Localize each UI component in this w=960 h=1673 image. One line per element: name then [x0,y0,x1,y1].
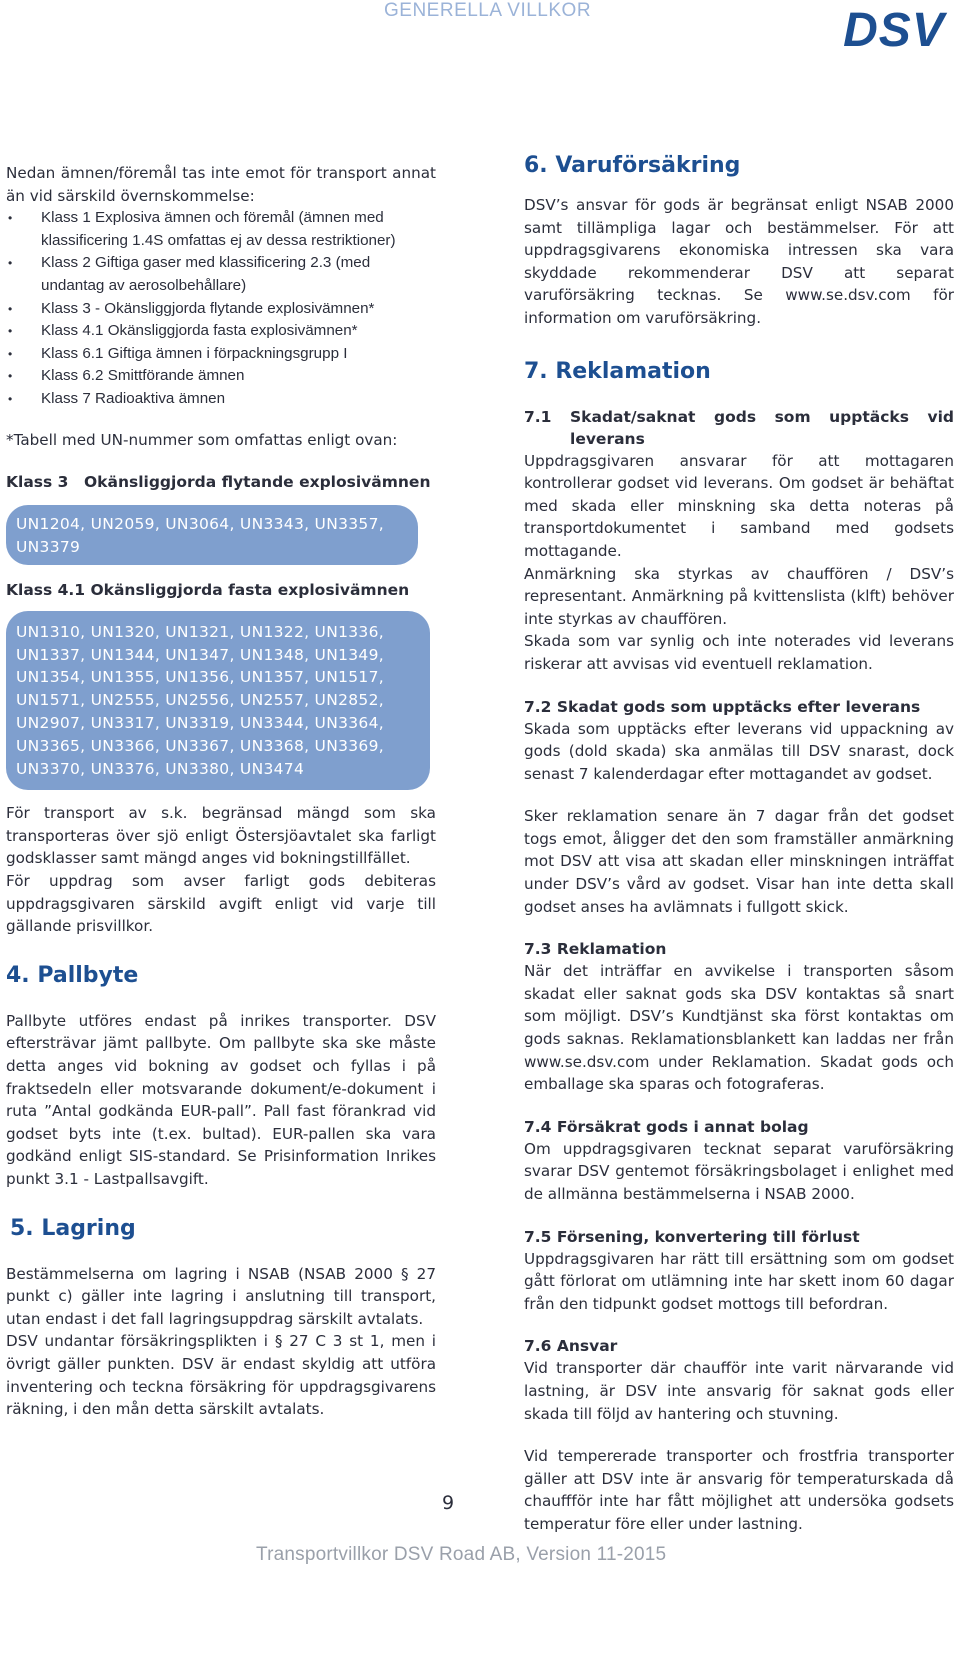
pallbyte-heading: 4. Pallbyte [6,962,139,988]
section-7-1-title: Skadat/saknat gods som upptäcks vid [570,407,954,426]
table-note: *Tabell med UN-nummer som omfattas enligt ovan: [6,430,398,449]
section-7-4-heading: 7.4 Försäkrat gods i annat bolag [524,1117,809,1136]
lagring-heading: 5. Lagring [10,1215,136,1241]
page-number: 9 [442,1492,455,1514]
footer-text: Transportvillkor DSV Road AB, Version 11-2015 [256,1544,667,1565]
reklamation-heading: 7. Reklamation [524,358,711,384]
section-7-6-paragraph: Vid transporter där chaufför inte varit närvarande vid lastning, är DSV inte ansvarig för saknat gods eller skada till följd av hantering och stuvning. [524,1359,954,1423]
list-item: • Klass 1 Explosiva ämnen och föremål (ämnen med klassificering 1.4S omfattas ej av dessa restriktioner) [6,207,436,252]
klass3-number: Klass 3 [6,473,69,492]
klass3-heading [6,471,436,493]
intro-text: Nedan ämnen/föremål tas inte emot för transport annat än vid särskild övernskommelse: [6,164,436,205]
section-7-3-heading: 7.3 Reklamation [524,940,667,959]
right-column [524,152,954,1536]
section-7-1-number: 7.1 [524,407,552,426]
klass3-un-box: UN1204, UN2059, UN3064, UN3343, UN3357, UN3379 [6,505,418,565]
dsv-logo [832,6,956,50]
lagring-paragraph-2: DSV undantar försäkringsplikten i § 27 C 3 st 1, men i övrigt gäller punkten. DSV är endast skyldig att utföra inventering och teckna försäkring för uppdragsgivarens räkning, i den mån detta särskilt avtalats. [6,1332,436,1419]
left-column [6,162,436,1421]
section-7-1-title-cont: leverans [570,429,645,448]
varuforsakring-heading: 6. Varuförsäkring [524,153,741,178]
section-7-1-paragraph: Uppdragsgivaren ansvarar för att mottagaren kontrollerar godset vid leverans. Om godset är behäftat med skada eller minskning ska detta noteras på transportdokumentet i samband med godsets mottagande. [524,451,954,560]
header-title: GENERELLA VILLKOR [384,0,592,21]
section-7-1-heading [524,406,954,450]
section-7-5-paragraph: Uppdragsgivaren har rätt till ersättning som om godset gått förlorat om utlämning inte har skett inom 60 dagar från den tidpunkt godset mottogs till befordran. [524,1249,954,1313]
section-7-2-heading: 7.2 Skadat gods som upptäcks efter leverans [524,697,921,716]
section-7-2-paragraph: Sker reklamation senare än 7 dagar från det godset togs emot, åligger det den som framställer anmärkning mot DSV att visa att skadan eller minskningen inträffat under DSV’s vård av godset. Visar han inte detta skall godset anses ha avlämnats i fullgott skick. [524,807,954,916]
section-7-3-paragraph: När det inträffar en avvikelse i transporten såsom skadat eller saknat gods ska DSV kontaktas så snart som möjligt. DSV’s Kundtjänst ska först kontaktas om gods saknas. Reklamationsblankett kan laddas ner från www.se.dsv.com under Reklamation. Skadat gods och emballage ska sparas och fotograferas. [524,962,954,1094]
section-7-4-paragraph: Om uppdragsgivaren tecknat separat varuförsäkring svarar DSV gentemot försäkringsbolaget i enlighet med de allmänna bestämmelserna i NSAB 2000. [524,1139,954,1203]
section-7-2-paragraph: Skada som upptäcks efter leverans vid uppackning av gods (dold skada) ska anmälas till DSV snarast, dock senast 7 kalenderdagar efter mottagandet av godset. [524,719,954,783]
pallbyte-text: Pallbyte utföres endast på inrikes transporter. DSV eftersträvar jämt pallbyte. Om pallbyte ska ske måste detta anges vid bokning av godset och fyllas i på fraktsedeln eller motsvarande dokument/e-dokument i ruta ”Antal godkända EUR-pall”. Pall fast förankrad vid godset byts inte (t.ex. bultad). EUR-pallen ska vara godkänd enligt SIS-standard. Se Prisinformation Inrikes punkt 3.1 - Lastpallsavgift. [6,1011,436,1189]
section-7-1-paragraph: Anmärkning ska styrkas av chauffören / DSV’s representant. Anmärkning på kvittenslista (klft) behöver inte styrkas av chauffören. [524,564,954,628]
logo-text: DSV [843,6,945,50]
list-item: • Klass 2 Giftiga gaser med klassificering 2.3 (med undantag av aerosolbehållare) [6,252,436,297]
list-item: • Klass 6.1 Giftiga ämnen i förpackningsgrupp I [6,343,436,366]
varuforsakring-text: DSV’s ansvar för gods är begränsat enligt NSAB 2000 samt tillämpliga lagar och bestämmelser. För att uppdragsgivarens ekonomiska intressen ska vara skyddade rekommenderar DSV att separat varuförsäkring tecknas. Se www.se.dsv.com för information om varuförsäkring. [524,196,954,327]
klass41-heading: Klass 4.1 Okänsliggjorda fasta explosivämnen [6,580,410,599]
list-item: • Klass 4.1 Okänsliggjorda fasta explosivämnen* [6,320,436,343]
list-item: • Klass 3 - Okänsliggjorda flytande explosivämnen* [6,298,436,321]
section-7-1-paragraph: Skada som var synlig och inte noterades vid leverans riskerar att avvisas vid eventuell reklamation. [524,632,954,673]
section-7-6-heading: 7.6 Ansvar [524,1337,618,1356]
section-7-5-heading: 7.5 Försening, konvertering till förlust [524,1227,860,1246]
list-item: • Klass 6.2 Smittförande ämnen [6,365,436,388]
section-7-6-paragraph: Vid tempererade transporter och frostfria transporter gäller att DSV inte är ansvarig för temperaturskada då chauffför inte har fått möjlighet att undersöka godsets temperatur före eller under lastning. [524,1447,954,1533]
lagring-paragraph-1: Bestämmelserna om lagring i NSAB (NSAB 2000 § 27 punkt c) gäller inte lagring i anslutning till transport, utan endast i det fall lagringsuppdrag särskilt avtalats. [6,1264,436,1328]
transport-paragraph-1: För transport av s.k. begränsad mängd som ska transporteras över sjö enligt Östersjöavtalet ska farligt godsklasser samt mängd anges vid bokningstillfället. [6,804,436,868]
transport-paragraph-2: För uppdrag som avser farligt gods debiteras uppdragsgivaren särskild avgift enligt vid varje till gällande prisvillkor. [6,872,436,936]
class-list [6,207,436,410]
klass3-title: Okänsliggjorda flytande explosivämnen [84,473,431,492]
list-item: • Klass 7 Radioaktiva ämnen [6,388,436,411]
klass41-un-box: UN1310, UN1320, UN1321, UN1322, UN1336, UN1337, UN1344, UN1347, UN1348, UN1349, UN1354, UN1355, UN1356, UN1357, UN1517, UN1571, UN2555, UN2556, UN2557, UN2852, UN2907, UN3317, UN3319, UN3344, UN3364, UN3365, UN3366, UN3367, UN3368, UN3369, UN3370, UN3376, UN3380, UN3474 [6,611,430,791]
